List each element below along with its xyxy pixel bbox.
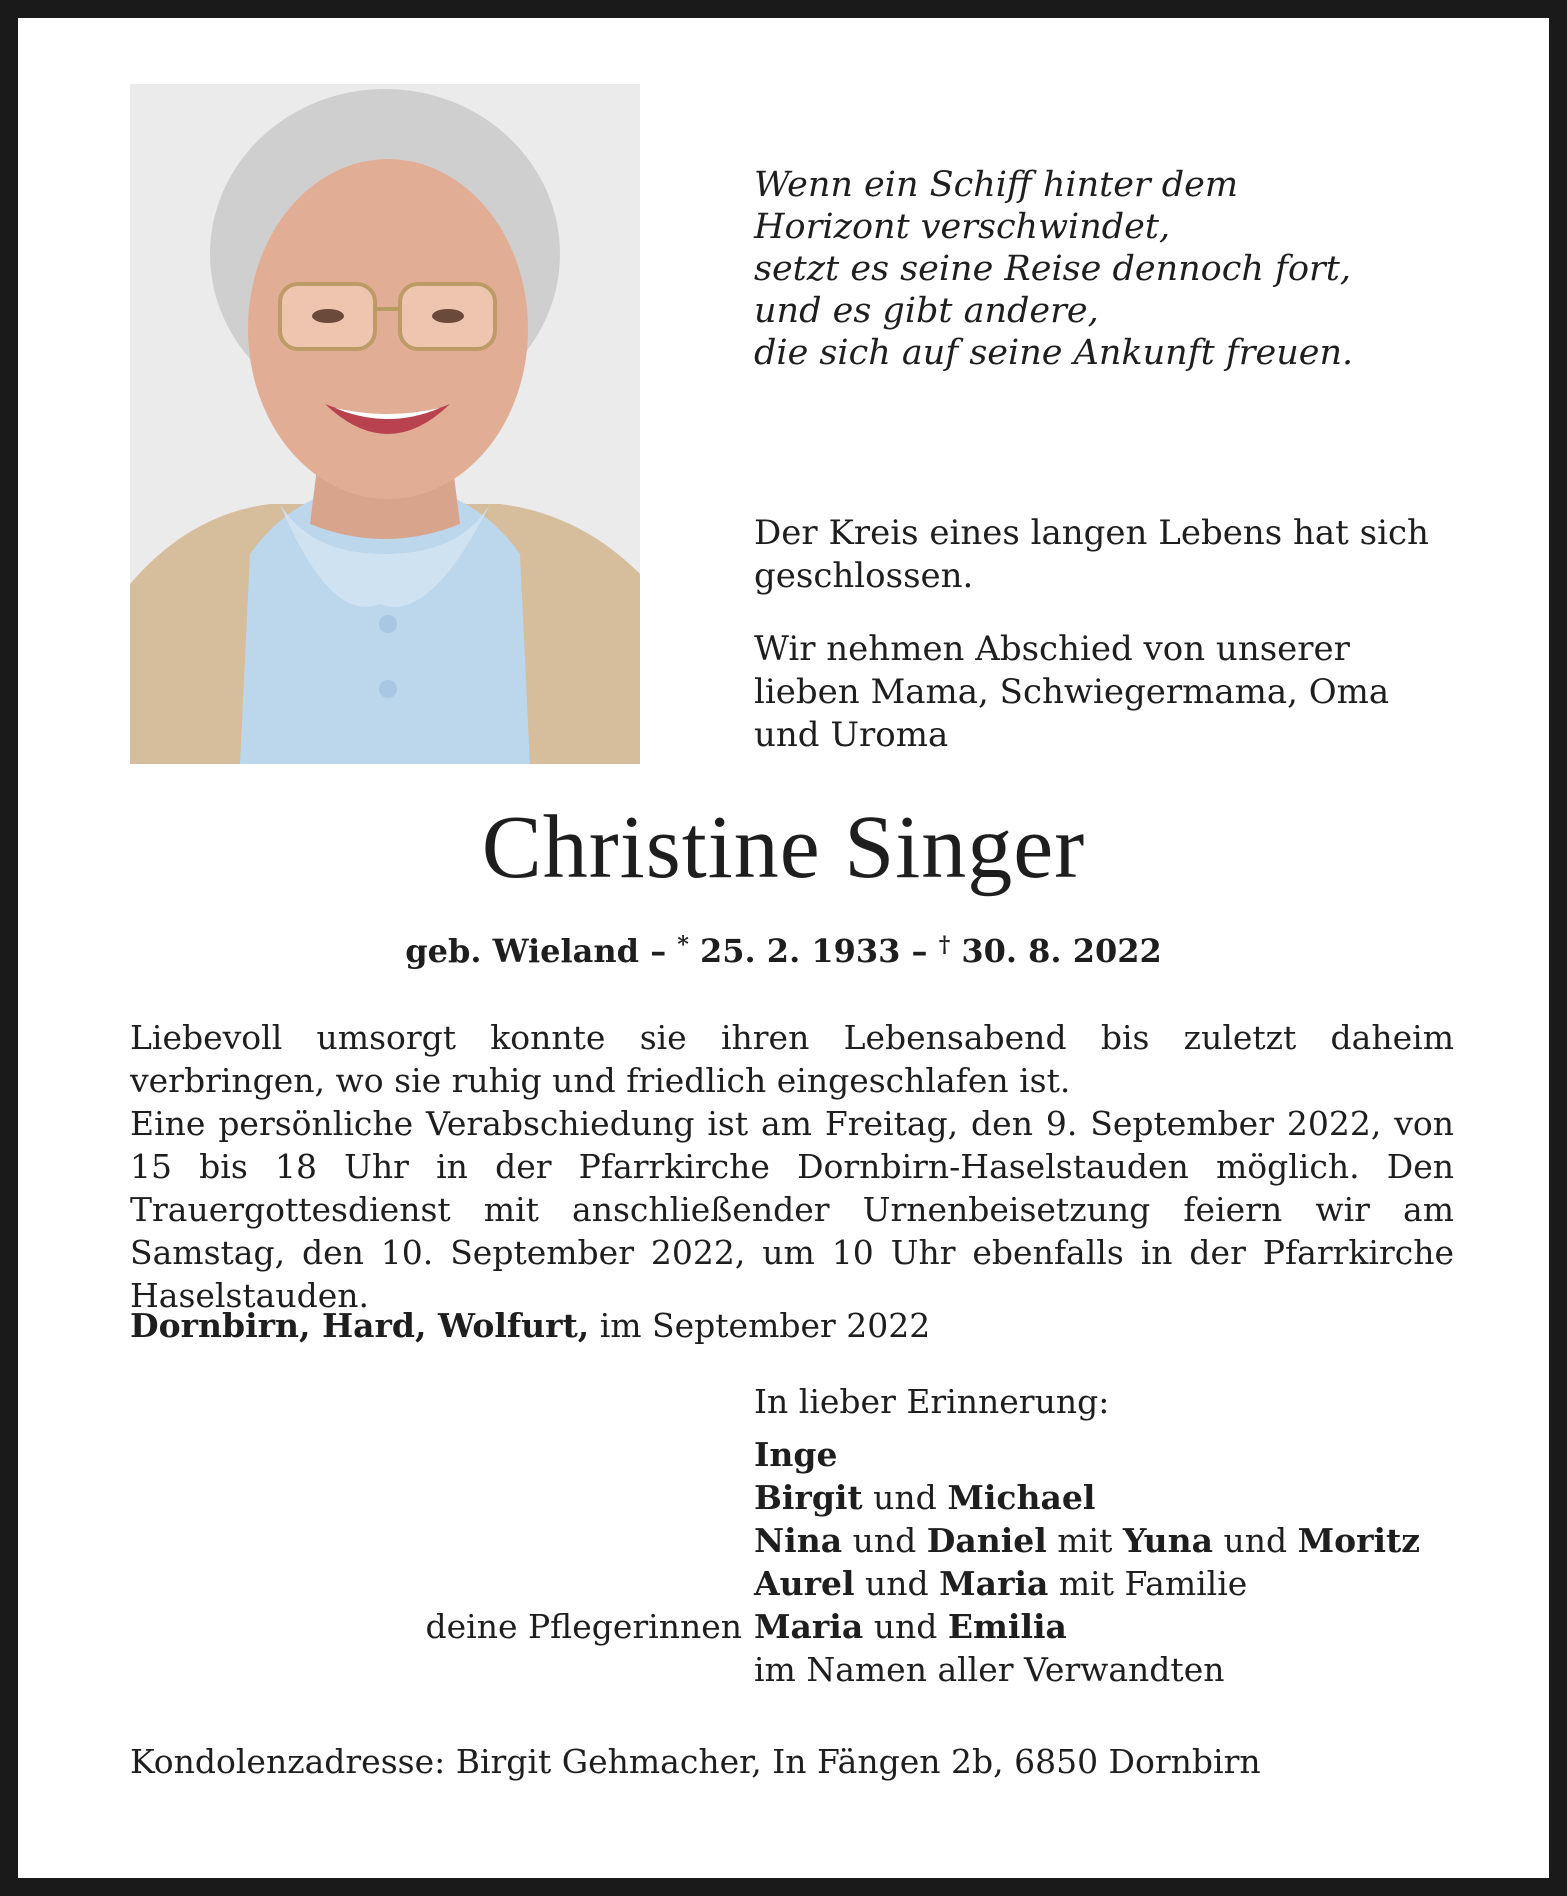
mourner-name: Emilia xyxy=(947,1607,1067,1646)
mourner-name: Michael xyxy=(947,1478,1096,1517)
conjunction: und xyxy=(873,1607,938,1646)
mourner-name: Moritz xyxy=(1297,1521,1421,1560)
intro-paragraph: Wir nehmen Abschied von unserer lieben Mama, Schwiegermama, Oma und Uroma xyxy=(754,629,1390,755)
intro-text xyxy=(754,512,1454,787)
obituary-page xyxy=(18,18,1549,1878)
caregivers-label: deine Pflegerinnen xyxy=(425,1607,742,1646)
conjunction: mit xyxy=(1057,1521,1113,1560)
dash: – xyxy=(650,932,667,970)
quote-line: und es gibt andere, xyxy=(754,291,1099,331)
quote xyxy=(754,164,1474,374)
birth-date: 25. 2. 1933 xyxy=(699,932,901,970)
family-label: Familie xyxy=(1124,1564,1248,1603)
conjunction: und xyxy=(1223,1521,1288,1560)
mourner-name: Yuna xyxy=(1122,1521,1213,1560)
mourner-row xyxy=(130,1605,1460,1648)
place-date: im September 2022 xyxy=(599,1306,931,1345)
condolence-address: Kondolenzadresse: Birgit Gehmacher, In Fängen 2b, 6850 Dornbirn xyxy=(130,1742,1261,1781)
mourners-header: In lieber Erinnerung: xyxy=(754,1382,1110,1421)
body-text xyxy=(130,1016,1454,1317)
maiden-name: geb. Wieland xyxy=(405,932,640,970)
intro-paragraph: Der Kreis eines langen Lebens hat sich geschlossen. xyxy=(754,513,1429,596)
deceased-name: Christine Singer xyxy=(481,798,1086,897)
mourner-row xyxy=(130,1476,1460,1519)
conjunction: und xyxy=(873,1478,937,1517)
relatives-line: im Namen aller Verwandten xyxy=(754,1650,1225,1689)
body-paragraph: Liebevoll umsorgt konnte sie ihren Lebensabend bis zuletzt daheim verbringen, wo sie ruhig und friedlich eingeschlafen ist. xyxy=(130,1018,1454,1100)
place-date-line xyxy=(130,1304,930,1347)
mourner-row xyxy=(130,1519,1460,1562)
mourner-name: Maria xyxy=(939,1564,1049,1603)
mourner-name: Maria xyxy=(754,1607,864,1646)
mourner-name: Inge xyxy=(754,1435,838,1474)
birth-symbol: * xyxy=(677,932,689,958)
death-symbol: † xyxy=(938,932,951,958)
mourner-name: Nina xyxy=(754,1521,843,1560)
conjunction: und xyxy=(865,1564,929,1603)
quote-line: setzt es seine Reise dennoch fort, xyxy=(754,249,1351,289)
mourners-header-row xyxy=(130,1380,1460,1423)
quote-line: Horizont verschwindet, xyxy=(754,207,1171,247)
quote-line: Wenn ein Schiff hinter dem xyxy=(754,165,1239,205)
portrait-photo xyxy=(130,84,640,764)
mourner-row xyxy=(130,1562,1460,1605)
mourners-block xyxy=(130,1380,1460,1691)
death-date: 30. 8. 2022 xyxy=(961,932,1162,970)
mourner-name: Aurel xyxy=(754,1564,855,1603)
conjunction: mit xyxy=(1058,1564,1114,1603)
towns: Dornbirn, Hard, Wolfurt, xyxy=(130,1306,590,1345)
body-paragraph: Eine persönliche Verabschiedung ist am Freitag, den 9. September 2022, von 15 bis 18 Uhr in der Pfarrkirche Dornbirn-Haselstauden möglich. Den Trauergottesdienst mit anschließender Urnenbeisetzung feiern wir am Samstag, den 10. September 2022, um 10 Uhr ebenfalls in der Pfarrkirche Haselstauden. xyxy=(130,1104,1454,1315)
conjunction: und xyxy=(852,1521,917,1560)
dash: – xyxy=(911,932,928,970)
mourner-row xyxy=(130,1433,1460,1476)
mourner-name: Daniel xyxy=(926,1521,1047,1560)
life-dates xyxy=(18,932,1549,970)
mourner-row xyxy=(130,1648,1460,1691)
quote-line: die sich auf seine Ankunft freuen. xyxy=(754,333,1354,373)
mourner-name: Birgit xyxy=(754,1478,863,1517)
